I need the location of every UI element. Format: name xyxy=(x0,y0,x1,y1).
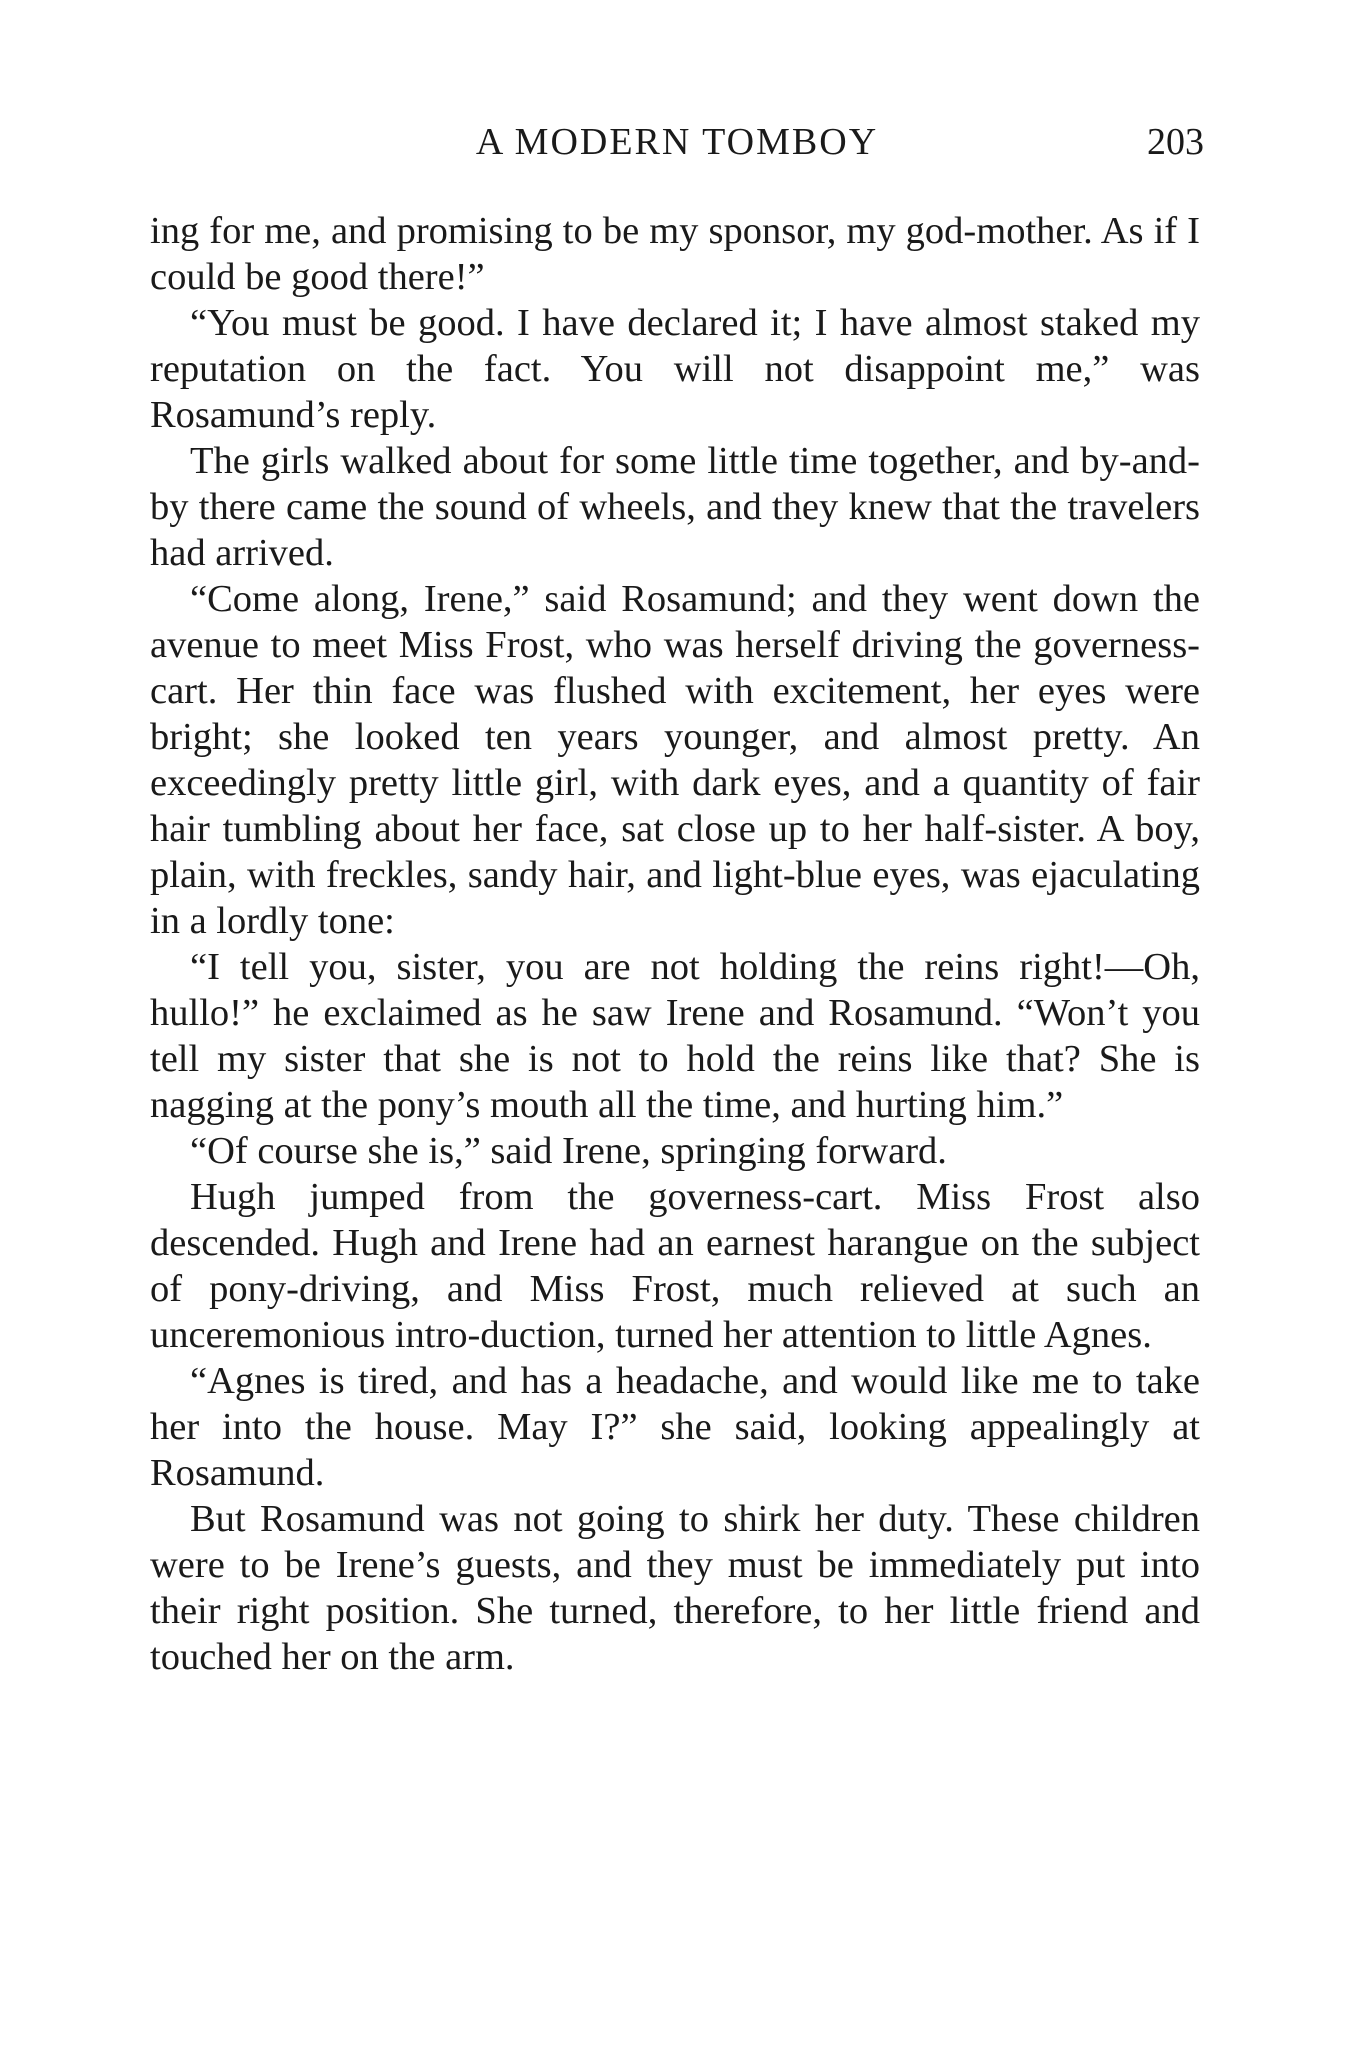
paragraph: Hugh jumped from the governess-cart. Miss Frost also descended. Hugh and Irene had an earnest harangue on the subject of pony-driving, and Miss Frost, much relieved at such an unceremonious intro-duction, turned her attention to little Agnes. xyxy=(150,1176,1200,1356)
paragraph: ing for me, and promising to be my sponsor, my god-mother. As if I could be good there!” xyxy=(150,210,1200,298)
page-number: 203 xyxy=(1147,121,1204,163)
paragraph: But Rosamund was not going to shirk her duty. These children were to be Irene’s guests, and they must be immediately put into their right position. She turned, therefore, to her little friend and touched her on the arm. xyxy=(150,1498,1200,1678)
running-header xyxy=(150,112,1204,172)
paragraph: The girls walked about for some little time together, and by-and-by there came the sound of wheels, and they knew that the travelers had arrived. xyxy=(150,440,1200,574)
paragraph: “I tell you, sister, you are not holding the reins right!—Oh, hullo!” he exclaimed as he saw Irene and Rosamund. “Won’t you tell my sister that she is not to hold the reins like that? She is nagging at the pony’s mouth all the time, and hurting him.” xyxy=(150,946,1200,1126)
running-title: A MODERN TOMBOY xyxy=(475,121,879,163)
paragraph: “Of course she is,” said Irene, springing forward. xyxy=(190,1130,947,1172)
body-text xyxy=(150,208,1200,1680)
paragraph: “You must be good. I have declared it; I have almost staked my reputation on the fact. You will not disappoint me,” was Rosamund’s reply. xyxy=(150,302,1200,436)
paragraph: “Come along, Irene,” said Rosamund; and they went down the avenue to meet Miss Frost, who was herself driving the governess-cart. Her thin face was flushed with excitement, her eyes were bright; she looked ten years younger, and almost pretty. An exceedingly pretty little girl, with dark eyes, and a quantity of fair hair tumbling about her face, sat close up to her half-sister. A boy, plain, with freckles, sandy hair, and light-blue eyes, was ejaculating in a lordly tone: xyxy=(150,578,1200,942)
paragraph: “Agnes is tired, and has a headache, and would like me to take her into the house. May I?” she said, looking appealingly at Rosamund. xyxy=(150,1360,1200,1494)
